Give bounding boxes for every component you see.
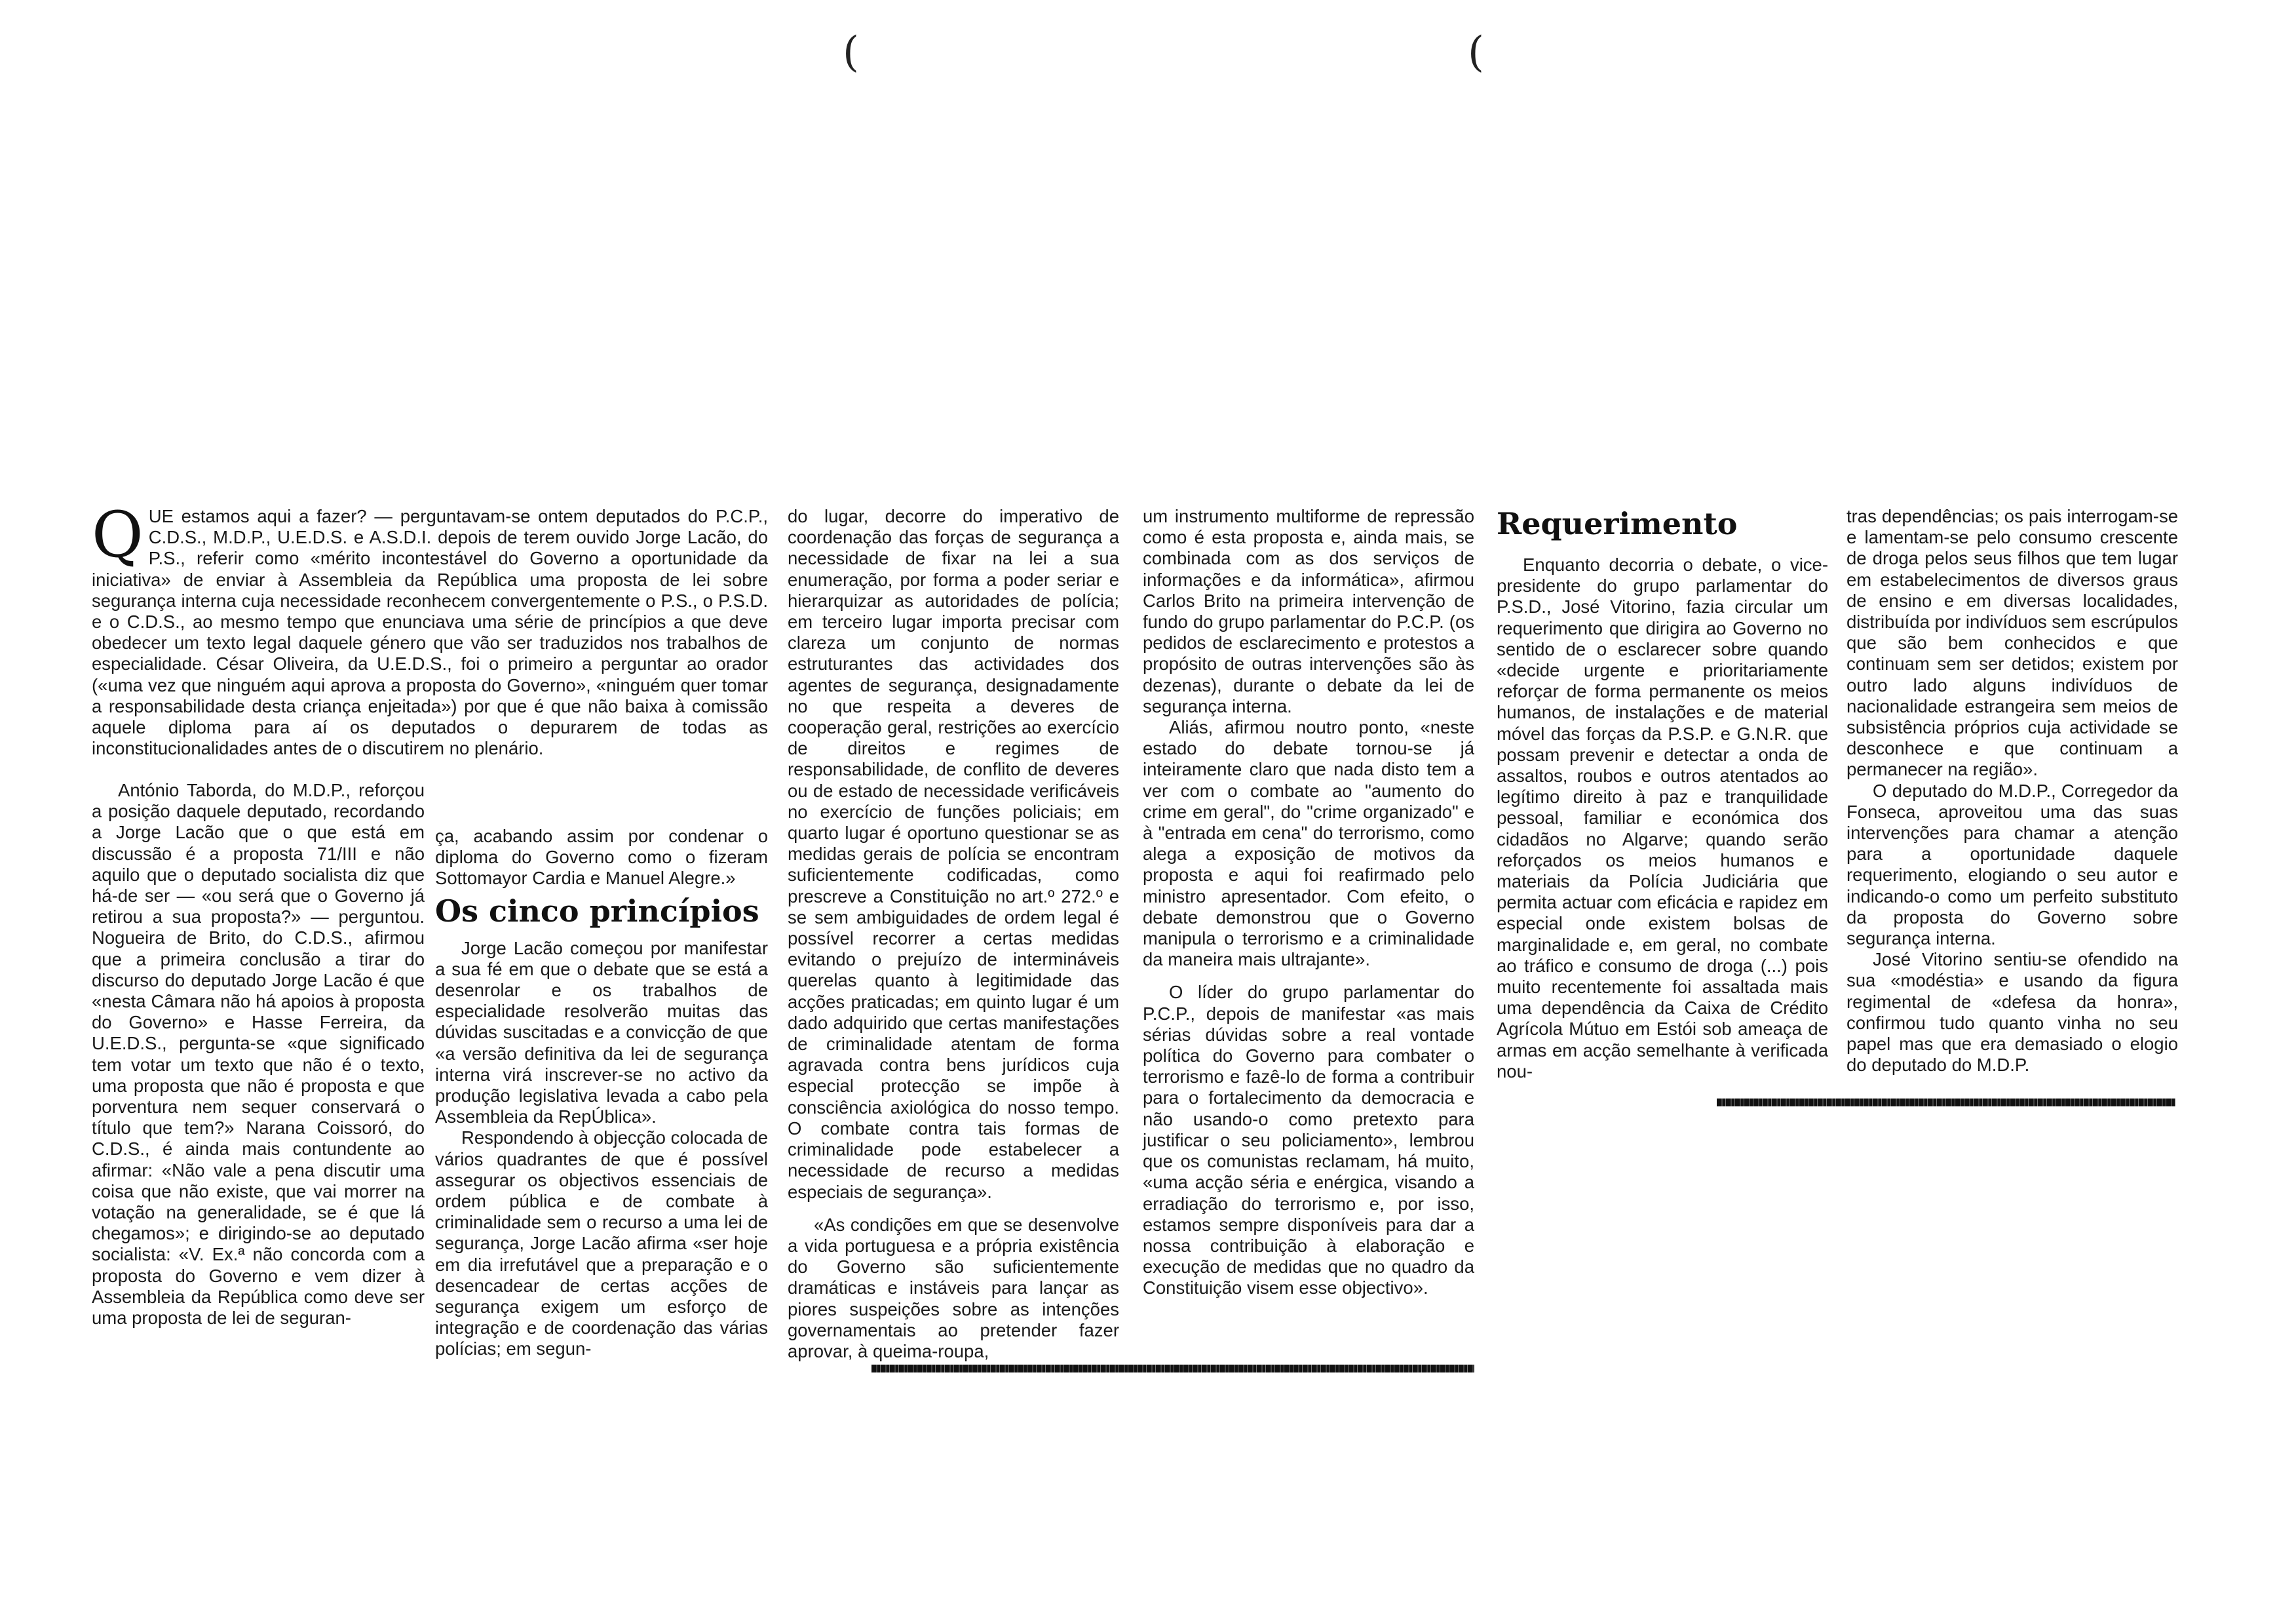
column-2 xyxy=(435,826,768,1360)
scan-mark-left: ( xyxy=(843,28,859,77)
paragraph: O deputado do M.D.P., Corregedor da Fonseca, aproveitou uma das suas intervenções para chamar a atenção para a oportunidade daquele requerimento, elogiando o seu autor e indicando-o como um perfeito substituto da proposta do Governo sobre segurança interna. xyxy=(1846,780,2178,949)
paragraph: Jorge Lacão começou por manifestar a sua fé em que o debate que se está a desenrolar e os trabalhos de especialidade resolverão muitas das dúvidas suscitadas e a convicção de que «a versão definitiva da lei de segurança interna virá inscrever-se no activo da produção legislativa levada a cabo pela Assembleia da RepÚblica». xyxy=(435,937,768,1127)
column-5 xyxy=(1497,506,1828,1082)
scan-mark-right: ( xyxy=(1468,28,1484,77)
article-intro xyxy=(92,498,768,759)
paragraph: José Vitorino sentiu-se ofendido na sua «modéstia» e usando da figura regimental de «defesa da honra», confirmou tudo quanto vinha no seu papel mas que era demasiado o elogio do deputado do M.D.P. xyxy=(1846,949,2178,1076)
paragraph: António Taborda, do M.D.P., reforçou a posição daquele deputado, recordando a Jorge Lacão que o que está em discussão é a proposta 71/III e não aquilo que o deputado socialista diz que há-de ser — «ou será que o Governo já retirou a sua proposta?» — perguntou. Nogueira de Brito, do C.D.S., afirmou que a primeira conclusão a tirar do discurso do deputado Jorge Lacão é que «nesta Câmara não há apoios à proposta do Governo» e Hasse Ferreira, da U.E.D.S., pergunta-se «que significado tem votar um texto que não é o texto, uma proposta que não é proposta e que porventura nem sequer conservará o título que tem?» Narana Coissoró, do C.D.S., é ainda mais contundente ao afirmar: «Não vale a pena discutir uma coisa que não existe, que vai morrer na votação na generalidade, se é que lá chegamos»; e dirigindo-se ao deputado socialista: «V. Ex.ª não concorda com a proposta do Governo e vem dizer à Assembleia da República como deve ser uma proposta de lei de seguran- xyxy=(92,780,425,1329)
paragraph: «As condições em que se desenvolve a vida portuguesa e a própria existência do Governo são suficientemente dramáticas e instáveis para lançar as piores suspeições sobre as intenções governamentais ao pretender fazer aprovar, à queima-roupa, xyxy=(788,1214,1119,1361)
drop-cap: Q xyxy=(92,498,144,572)
paragraph: ça, acabando assim por condenar o diploma do Governo como o fizeram Sottomayor Cardia e Manuel Alegre.» xyxy=(435,826,768,889)
paragraph: um instrumento multiforme de repressão como é esta proposta e, ainda mais, se combinada com as dos serviços de informações e da informática», afirmou Carlos Brito na primeira intervenção de fundo do grupo parlamentar do P.C.P. (os pedidos de esclarecimento e protestos a propósito de outras intervenções são às dezenas), durante o debate da lei de segurança interna. xyxy=(1143,506,1474,716)
intro-paragraph: UE estamos aqui a fazer? — perguntavam-se ontem deputados do P.C.P., C.D.S., M.D.P., U.E.D.S. e A.S.D.I. depois de terem ouvido Jorge Lacão, do P.S., referir como «mérito incontestável do Governo a oportunidade da iniciativa» de enviar à Assembleia da República uma proposta de lei sobre segurança interna cuja necessidade reconhecem convergentemente o P.S., o P.S.D. e o C.D.S., ao mesmo tempo que enunciava uma série de princípios a que deve obedecer um texto legal daquele género que vão ser traduzidos nos trabalhos de especialidade. César Oliveira, da U.E.D.S., foi o primeiro a perguntar ao orador («uma vez que ninguém aqui aprova a proposta do Governo», «ninguém quer tomar a responsabilidade desta criança enjeitada») por que é que não baixa à comissão aquele diploma para aí os deputados o depurarem de todas as inconstitucionalidades antes de o discutirem no plenário. xyxy=(92,506,768,759)
paragraph: Aliás, afirmou noutro ponto, «neste estado do debate tornou-se já inteiramente claro que nada disto tem a ver com o combate ao "aumento do crime em geral", do "crime organizado" e à "entrada em cena" do terrorismo, como alega a exposição de motivos da proposta e aqui foi reafirmado pelo ministro apresentador. Com efeito, o debate demonstrou que o Governo manipula o terrorismo e a criminalidade da maneira mais ultrajante». xyxy=(1143,717,1474,970)
paragraph: do lugar, decorre do imperativo de coordenação das forças de segurança a necessidade de fixar na lei a sua enumeração, por forma a poder seriar e hierarquizar as autoridades de polícia; em terceiro lugar importa precisar com clareza um conjunto de normas estruturantes das actividades dos agentes de segurança, designadamente no que respeita a deveres de cooperação geral, restrições ao exercício de direitos e regimes de responsabilidade, de conflito de deveres ou de estado de necessidade verificáveis no exercício de funções policiais; em quarto lugar é oportuno questionar se as medidas gerais de polícia se encontram suficientemente codificadas, como prescreve a Constituição no art.º 272.º e se sem ambiguidades de ordem legal é possível recorrer a certas medidas evitando o prejuízo de intermináveis querelas quanto à legitimidade das acções praticadas; em quinto lugar é um dado adquirido que certas manifestações de criminalidade atentam de forma agravada contra bens jurídicos cuja especial protecção se impõe à consciência axiológica do nosso tempo. O combate contra tais formas de criminalidade pode estabelecer a necessidade de recurso a medidas especiais de segurança». xyxy=(788,506,1119,1202)
paragraph: O líder do grupo parlamentar do P.C.P., depois de manifestar «as mais sérias dúvidas sobre a real vontade política do Governo para combater o terrorismo e fazê-lo de forma a contribuir para o fortalecimento da democracia e não usando-o como pretexto para justificar o seu policiamento», lembrou que os comunistas reclamam, há muito, «uma acção séria e enérgica, visando a erradiação do terrorismo e, por isso, estamos sempre disponíveis para dar a nossa contribuição à elaboração e execução de medidas que no quadro da Constituição visem esse objectivo». xyxy=(1143,982,1474,1298)
column-6 xyxy=(1846,506,2178,1076)
column-3 xyxy=(788,506,1119,1362)
section-heading-requerimento: Requerimento xyxy=(1497,506,1738,541)
column-4 xyxy=(1143,506,1474,1299)
paragraph: Respondendo à objecção colocada de vários quadrantes de que é possível assegurar os objectivos essenciais de ordem pública e de combate à criminalidade sem o recurso a uma lei de segurança, Jorge Lacão afirma «ser hoje em dia irrefutável que a preparação e o desencadear de certas acções de segurança exigem um esforço de integração e de coordenação das várias polícias; em segun- xyxy=(435,1127,768,1359)
column-rule-bottom xyxy=(871,1365,1474,1372)
end-rule xyxy=(1717,1099,2175,1106)
paragraph: Enquanto decorria o debate, o vice-presidente do grupo parlamentar do P.S.D., José Vitorino, fazia circular um requerimento que dirigira ao Governo no sentido de o esclarecer sobre quando «decide urgente e prioritariamente reforçar de forma permanente os meios humanos, de instalações e de material móvel das forças da P.S.P. e G.N.R. que possam prevenir e detectar a onda de assaltos, roubos e outros atentados ao legítimo direito à paz e tranquilidade pessoal, familiar e económica dos cidadãos no Algarve; quando serão reforçados os meios humanos e materiais da Polícia Judiciária que permita actuar com eficácia e rapidez em especial onde existem bolsas de marginalidade e, em geral, no combate ao tráfico e consumo de droga (...) pois muito recentemente foi assaltada mais uma dependência da Caixa de Crédito Agrícola Mútuo em Estói sob ameaça de armas em acção semelhante à verificada nou- xyxy=(1497,555,1828,1081)
section-heading-os-cinco-principios: Os cinco princípios xyxy=(435,893,759,929)
column-1 xyxy=(92,780,425,1329)
paragraph: tras dependências; os pais interrogam-se e lamentam-se pelo consumo crescente de droga pelos seus filhos que tem lugar em estabelecimentos de diversos graus de ensino e em diversas localidades, distribuída por indivíduos sem escrúpulos que são bem conhecidos e que continuam sem ser detidos; existem por outro lado alguns indivíduos de nacionalidade estrangeira sem meios de subsistência próprios cuja actividade se desconhece e que continuam a permanecer na região». xyxy=(1846,506,2178,780)
